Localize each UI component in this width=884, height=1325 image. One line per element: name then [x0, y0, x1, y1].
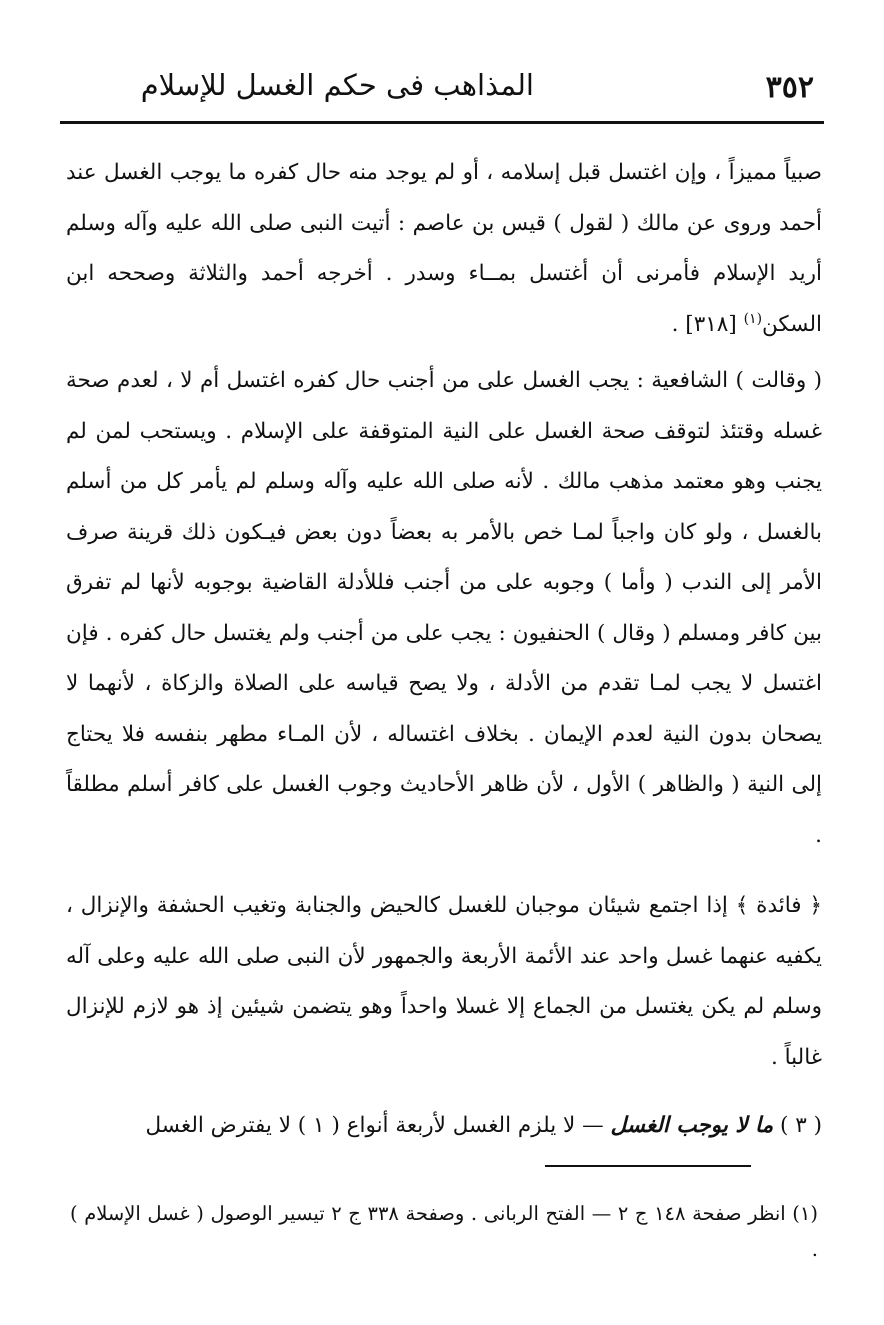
- section-number: ( ٣ ): [779, 1113, 822, 1138]
- paragraph-text: صبياً مميزاً ، وإن اغتسل قبل إسلامه ، أو لم يوجد منه حال كفره ما يوجب الغسل عند أحمد وروى عن مالك ( لقول ) قيس بن عاصم : أتيت النبى صلى الله عليه وآله وسلم أريد الإسلام فأمرنى أن أغتسل بمــاء وسدر . أخرجه أحمد والثلاثة وصححه ابن السكن: [66, 160, 822, 337]
- header-rule: [60, 121, 824, 124]
- footnote: (١) انظر صفحة ١٤٨ ج ٢ — الفتح الربانى . وصفحة ٣٣٨ ج ٢ تيسير الوصول ( غسل الإسلام ) .: [70, 1202, 818, 1261]
- footnote-mark: (١): [743, 310, 763, 327]
- page-header: [62, 62, 822, 114]
- running-title: المذاهب فى حكم الغسل للإسلام: [140, 68, 534, 102]
- page-number: ٣٥٢: [765, 70, 814, 105]
- section-title: ما لا يوجب الغسل: [610, 1113, 774, 1138]
- hadith-reference: [٣١٨] .: [671, 311, 737, 337]
- paragraph-shafii-opinion: ( وقالت ) الشافعية : يجب الغسل على من أجنب حال كفره اغتسل أم لا ، لعدم صحة غسله وقتئذ لتوقف صحة الغسل على النية المتوقفة على الإسلام . ويستحب لمن لم يجنب وهو معتمد مذهب مالك . لأنه صلى الله عليه وآله وسلم لم يأمر كل من أسلم بالغسل ، ولو كان واجباً لمـا خص بالأمر به بعضاً دون بعض فيـكون ذلك قرينة صرف الأمر إلى الندب ( وأما ) وجوبه على من أجنب فللأدلة القاضية بوجوبه لأنها لم تفرق بين كافر ومسلم ( وقال ) الحنفيون : يجب على من أجنب ولم يغتسل حال كفره . فإن اغتسل لا يجب لمـا تقدم من الأدلة ، ولا يصح قياسه على الصلاة والزكاة ، لأنهما لا يصحان بدون النية لعدم الإيمان . بخلاف اغتساله ، لأن المـاء مطهر بنفسه فلا يحتاج إلى النية ( والظاهر ) الأول ، لأن ظاهر الأحاديث وجوب الغسل على كافر أسلم مطلقاً .: [66, 368, 822, 848]
- paragraph-benefit: ﴿ فائدة ﴾ إذا اجتمع شيئان موجبان للغسل كالحيض والجنابة وتغيب الحشفة والإنزال ، يكفيه عنهما غسل واحد عند الأئمة الأربعة والجمهور لأن النبى صلى الله عليه وعلى آله وسلم لم يكن يغتسل من الجماع إلا غسلا واحداً وهو يتضمن شيئين إذ هو لازم للإنزال غالباً .: [66, 893, 822, 1070]
- section-text: — لا يلزم الغسل لأربعة أنواع ( ١ ) لا يفترض الغسل: [145, 1113, 604, 1138]
- footnote-rule: [545, 1165, 751, 1167]
- paragraph-qays-hadith: [66, 148, 822, 350]
- section-heading-paragraph: [66, 1101, 822, 1152]
- body-text: [66, 148, 822, 1152]
